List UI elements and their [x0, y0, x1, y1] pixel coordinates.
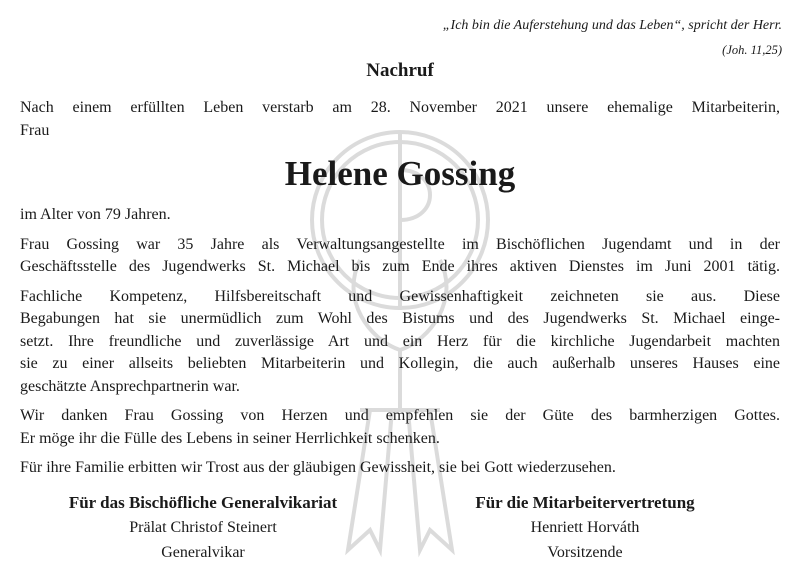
age-line: im Alter von 79 Jahren.: [20, 206, 171, 223]
paragraph-service: [20, 234, 780, 279]
signature-person: Prälat Christof Steinert: [129, 519, 277, 536]
intro-line-2: Frau: [20, 121, 50, 139]
signature-role: Vorsitzende: [547, 544, 623, 561]
text-line: sie zu einer allseits beliebten Mitarbeiterin und Kollegin, die auch außerhalb unseres Hauses eine: [20, 355, 780, 372]
motto-reference: (Joh. 11,25): [722, 43, 782, 57]
signature-organization: Für das Bischöfliche Generalvikariat: [68, 493, 338, 512]
text-line: Fachliche Kompetenz, Hilfsbereitschaft und Gewissenhaftigkeit zeichneten sie aus. Diese: [20, 287, 780, 305]
text-line: Frau Gossing war 35 Jahre als Verwaltungsangestellte im Bischöflichen Jugendamt und in der: [20, 235, 780, 253]
notice-heading: Nachruf: [366, 60, 434, 81]
paragraph-qualities: [20, 286, 780, 399]
text-line: Geschäftsstelle des Jugendwerks St. Michael bis zum Ende ihres aktiven Dienstes im Juni 2001 tätig.: [20, 258, 780, 275]
deceased-name: Helene Gossing: [284, 154, 516, 193]
signature-right: [420, 490, 750, 565]
motto-quote: „Ich bin die Auferstehung und das Leben“, spricht der Herr.: [442, 18, 782, 33]
text-line: geschätzte Ansprechpartnerin war.: [20, 377, 240, 395]
text-line: Er möge ihr die Fülle des Lebens in seiner Herrlichkeit schenken.: [20, 429, 440, 447]
paragraph-family: [20, 457, 780, 480]
text-line: setzt. Ihre freundliche und zuverlässige Art und ein Herz für die kirchliche Jugendarbeit machten: [20, 332, 780, 350]
bible-quote: [443, 14, 782, 62]
text-line: Für ihre Familie erbitten wir Trost aus der gläubigen Gewissheit, sie bei Gott wiederzusehen.: [20, 459, 616, 476]
signature-organization: Für die Mitarbeitervertretung: [475, 493, 695, 512]
paragraph-thanks: [20, 405, 780, 450]
signature-person: Henriett Horváth: [530, 519, 640, 536]
signature-left: [38, 490, 368, 565]
intro-line-1: Nach einem erfüllten Leben verstarb am 28. November 2021 unsere ehemalige Mitarbeiterin,: [20, 99, 780, 116]
text-line: Wir danken Frau Gossing von Herzen und empfehlen sie der Güte des barmherzigen Gottes.: [20, 407, 780, 424]
notice-body: [20, 97, 780, 480]
text-line: Begabungen hat sie unermüdlich zum Wohl des Bistums und des Jugendwerks St. Michael einge-: [20, 310, 780, 327]
signature-role: Generalvikar: [161, 544, 245, 561]
